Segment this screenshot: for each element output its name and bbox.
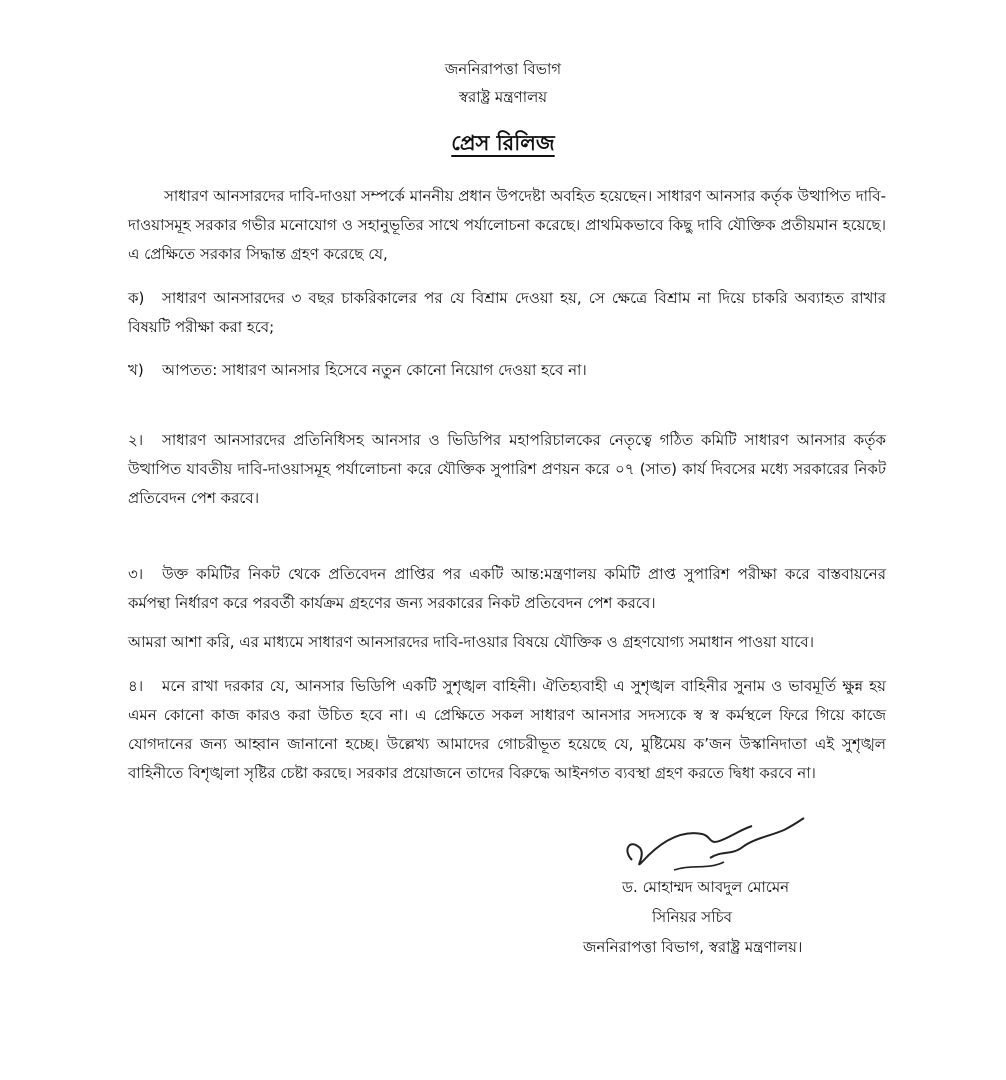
- decision-item-kha: [128, 356, 886, 385]
- signatory-name: ড. মোহাম্মদ আবদুল মোমেন: [622, 878, 790, 896]
- signature-scribble: [612, 800, 822, 880]
- paragraph-number: ৪।: [128, 677, 144, 695]
- item-text: সাধারণ আনসারদের ৩ বছর চাকরিকালের পর যে বিশ্রাম দেওয়া হয়, সে ক্ষেত্রে বিশ্রাম না দিয়ে চাকরি অব্যাহত রাখার বিষয়টি পরীক্ষা করা হবে;: [128, 289, 886, 336]
- paragraph-number: ২।: [128, 431, 144, 449]
- paragraph-text: উক্ত কমিটির নিকট থেকে প্রতিবেদন প্রাপ্তির পর একটি আন্ত:মন্ত্রণালয় কমিটি প্রাপ্ত সুপারিশ পরীক্ষা করে বাস্তবায়নের কর্মপন্থা নির্ধারণ করে পরবর্তী কার্যক্রম গ্রহণের জন্য সরকারের নিকট প্রতিবেদন পেশ করবে।: [128, 565, 886, 612]
- division-name: জননিরাপত্তা বিভাগ: [444, 60, 562, 78]
- paragraph-3: [128, 560, 886, 618]
- title-text: প্রেস রিলিজ: [451, 131, 555, 155]
- ministry-name: স্বরাষ্ট্র মন্ত্রণালয়: [458, 88, 548, 106]
- item-number: খ): [128, 361, 144, 379]
- paragraph-text: সাধারণ আনসারদের প্রতিনিধিসহ আনসার ও ভিডিপির মহাপরিচালকের নেতৃত্বে গঠিত কমিটি সাধারণ আনসার কর্তৃক উত্থাপিত যাবতীয় দাবি-দাওয়াসমূহ পর্যালোচনা করে যৌক্তিক সুপারিশ প্রণয়ন করে ০৭ (সাত) কার্য দিবসের মধ্যে সরকারের নিকট প্রতিবেদন পেশ করবে।: [128, 431, 886, 507]
- paragraph-2: [128, 426, 886, 513]
- decision-item-ka: [128, 284, 886, 342]
- paragraph-text: মনে রাখা দরকার যে, আনসার ভিডিপি একটি সুশৃঙ্খল বাহিনী। ঐতিহ্যবাহী এ সুশৃঙ্খল বাহিনীর সুনাম ও ভাবমূর্তি ক্ষুন্ন হয় এমন কোনো কাজ কারও করা উচিত হবে না। এ প্রেক্ষিতে সকল সাধারণ আনসার সদস্যকে স্ব স্ব কর্মস্থলে ফিরে গিয়ে কাজে যোগদানের জন্য আহ্বান জানানো হচ্ছে। উল্লেখ্য আমাদের গোচরীভূত হয়েছে যে, মুষ্টিমেয় ক’জন উস্কানিদাতা এই সুশৃঙ্খল বাহিনীতে বিশৃঙ্খলা সৃষ্টির চেষ্টা করছে। সরকার প্রয়োজনে তাদের বিরুদ্ধে আইনগত ব্যবস্থা গ্রহণ করতে দ্বিধা করবে না।: [128, 677, 886, 782]
- hope-statement: আমরা আশা করি, এর মাধ্যমে সাধারণ আনসারদের দাবি-দাওয়ার বিষয়ে যৌক্তিক ও গ্রহণযোগ্য সমাধান পাওয়া যাবে।: [128, 633, 814, 651]
- item-text: আপতত: সাধারণ আনসার হিসেবে নতুন কোনো নিয়োগ দেওয়া হবে না।: [162, 361, 587, 379]
- paragraph-number: ৩।: [128, 565, 144, 583]
- handwritten-signature: [612, 800, 822, 880]
- intro-paragraph: সাধারণ আনসারদের দাবি-দাওয়া সম্পর্কে মাননীয় প্রধান উপদেষ্টা অবহিত হয়েছেন। সাধারণ আনসার কর্তৃক উত্থাপিত দাবি-দাওয়াসমূহ সরকার গভীর মনোযোগ ও সহানুভূতির সাথে পর্যালোচনা করেছে। প্রাথমিকভাবে কিছু দাবি যৌক্তিক প্রতীয়মান হয়েছে। এ প্রেক্ষিতে সরকার সিদ্ধান্ত গ্রহণ করেছে যে,: [128, 187, 886, 263]
- paragraph-4: [128, 672, 886, 788]
- item-number: ক): [128, 289, 145, 307]
- signatory-designation: সিনিয়র সচিব: [652, 908, 732, 926]
- signatory-office: জননিরাপত্তা বিভাগ, স্বরাষ্ট্র মন্ত্রণালয়।: [583, 938, 803, 956]
- page-title: [0, 126, 1006, 160]
